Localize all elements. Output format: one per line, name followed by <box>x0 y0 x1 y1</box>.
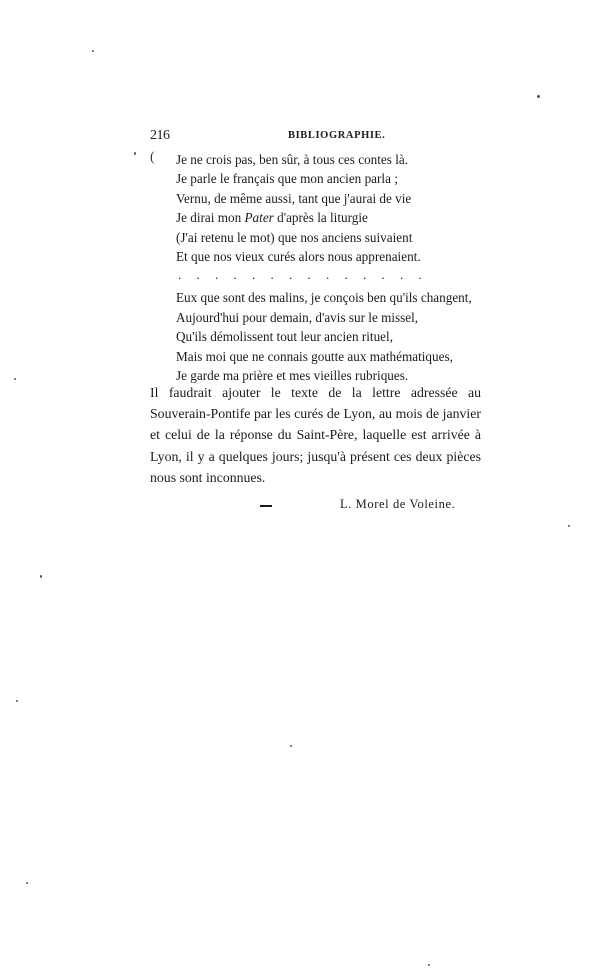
poem-line: (J'ai retenu le mot) que nos anciens suivaient <box>176 229 413 245</box>
poem <box>176 150 516 385</box>
poem-line: Aujourd'hui pour demain, d'avis sur le missel, <box>176 309 419 325</box>
margin-mark: ( <box>150 150 155 165</box>
scan-speck <box>568 525 570 527</box>
poem-line-part: Je dirai mon <box>176 210 245 226</box>
italic-word: Pater <box>244 210 274 226</box>
scan-speck <box>290 745 292 747</box>
poem-line: Eux que sont des malins, je conçois ben qu'ils changent, <box>176 290 472 306</box>
scan-speck <box>26 882 28 884</box>
running-title: BIBLIOGRAPHIE. <box>288 130 386 141</box>
poem-line: Mais moi que ne connais goutte aux mathématiques, <box>176 348 453 364</box>
scan-speck <box>92 50 94 52</box>
scan-speck <box>428 964 430 966</box>
dash-separator <box>260 505 272 507</box>
scan-speck <box>134 152 136 155</box>
page-header <box>150 128 480 148</box>
poem-line: Je ne crois pas, ben sûr, à tous ces contes là. <box>176 152 409 167</box>
scan-speck <box>16 700 18 702</box>
poem-line: Je parle le français que mon ancien parla ; <box>176 171 398 187</box>
poem-line: Qu'ils démolissent tout leur ancien rituel, <box>176 329 393 345</box>
author-signature: L. Morel de Voleine. <box>340 497 456 511</box>
ellipsis-row: . . . . . . . . . . . . . . <box>178 267 428 283</box>
poem-line-part: d'après la liturgie <box>273 210 368 226</box>
poem-stanza-2 <box>176 288 516 385</box>
poem-line: Vernu, de même aussi, tant que j'aurai de vie <box>176 190 412 206</box>
poem-line: Et que nos vieux curés alors nous apprenaient. <box>176 249 421 265</box>
scan-speck <box>40 575 42 578</box>
page-number: 216 <box>150 128 170 143</box>
scan-speck <box>14 378 16 380</box>
poem-line-pater <box>176 208 516 227</box>
poem-line: Je garde ma prière et mes vieilles rubriques. <box>176 368 409 384</box>
poem-stanza-1 <box>176 150 516 266</box>
scan-speck <box>537 95 540 98</box>
body-paragraph: Il faudrait ajouter le texte de la lettre adressée au Souverain-Pontife par les curés de Lyon, au mois de janvier et celui de la réponse du Saint-Père, laquelle est arrivée à Lyon, il y a quelques jours; jusqu'à présent ces deux pièces nous sont inconnues. <box>150 385 481 485</box>
